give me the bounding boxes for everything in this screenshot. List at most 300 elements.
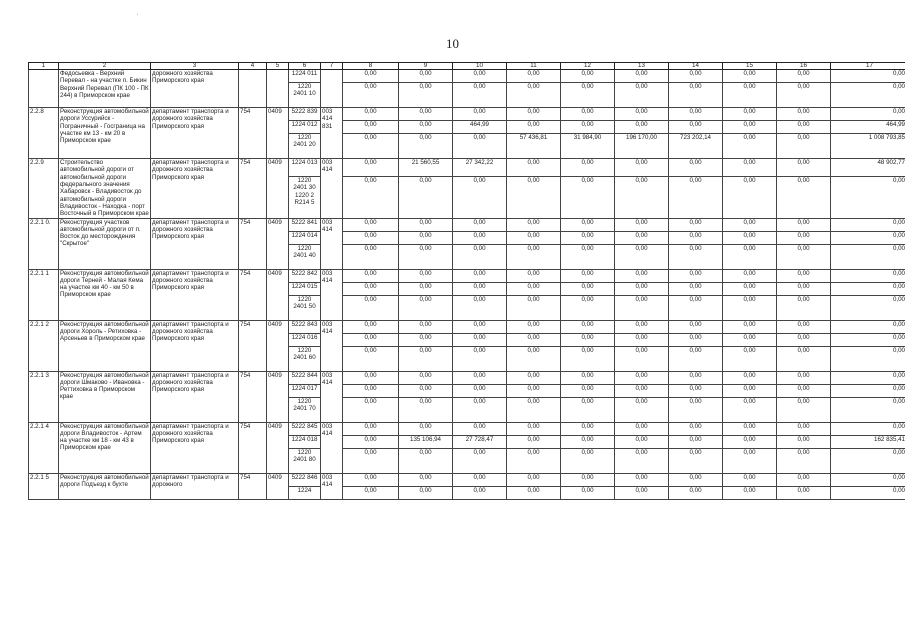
amount-cell: 0,00	[669, 435, 723, 448]
expense-type: 003 414	[321, 422, 343, 473]
amount-cell: 0,00	[453, 486, 507, 499]
amount-cell: 0,00	[343, 435, 399, 448]
amount-cell: 0,00	[777, 435, 831, 448]
csr-code: 1220 2401 40	[289, 244, 321, 269]
section-code: 0409	[267, 159, 289, 219]
amount-cell: 0,00	[723, 269, 777, 282]
amount-cell: 464,99	[831, 121, 905, 134]
activity-name: Строительство автомобильной дороги от автомобильной дороги федерального значения Хабаровск - Владивосток до автомобильной дороги Владивосток - Находка - порт Восточный в Приморском крае	[60, 159, 149, 218]
csr-code: 1220 2401 70	[289, 397, 321, 422]
amount-cell: 0,00	[453, 83, 507, 108]
amount-cell: 0,00	[615, 486, 669, 499]
amount-cell: 0,00	[615, 435, 669, 448]
amount-cell: 0,00	[399, 244, 453, 269]
amount-cell: 0,00	[615, 448, 669, 473]
amount-cell: 0,00	[615, 121, 669, 134]
amount-cell: 0,00	[831, 176, 905, 218]
budget-table	[28, 62, 905, 500]
csr-code: 1220 2401 60	[289, 346, 321, 371]
amount-cell: 0,00	[669, 121, 723, 134]
amount-cell: 0,00	[561, 176, 615, 218]
amount-cell: 0,00	[399, 346, 453, 371]
amount-cell: 0,00	[615, 320, 669, 333]
amount-cell: 0,00	[343, 176, 399, 218]
amount-cell: 0,00	[561, 371, 615, 384]
header-cell: 9	[399, 63, 453, 70]
section-code: 0409	[267, 108, 289, 159]
amount-cell: 57 436,81	[507, 134, 561, 159]
amount-cell: 0,00	[669, 295, 723, 320]
amount-cell: 0,00	[399, 218, 453, 231]
header-cell: 5	[267, 63, 289, 70]
csr-code: 1224 011	[289, 70, 321, 83]
amount-cell: 0,00	[669, 346, 723, 371]
amount-cell: 0,00	[831, 346, 905, 371]
amount-cell: 0,00	[615, 384, 669, 397]
amount-cell: 0,00	[777, 371, 831, 384]
amount-cell: 0,00	[777, 486, 831, 499]
amount-cell: 0,00	[615, 108, 669, 121]
amount-cell: 0,00	[507, 320, 561, 333]
header-cell: 4	[239, 63, 267, 70]
amount-cell: 0,00	[399, 134, 453, 159]
amount-cell: 0,00	[507, 346, 561, 371]
amount-cell: 0,00	[453, 231, 507, 244]
amount-cell: 0,00	[615, 244, 669, 269]
amount-cell: 0,00	[343, 320, 399, 333]
corner-mark: '	[137, 14, 139, 20]
amount-cell: 0,00	[615, 176, 669, 218]
amount-cell: 0,00	[399, 70, 453, 83]
header-cell: 10	[453, 63, 507, 70]
amount-cell: 0,00	[561, 295, 615, 320]
responsible-org: департамент транспорта и дорожного хозяйства Приморского края	[151, 371, 239, 422]
amount-cell: 0,00	[615, 333, 669, 346]
amount-cell: 0,00	[723, 397, 777, 422]
amount-cell: 0,00	[777, 397, 831, 422]
amount-cell: 0,00	[399, 320, 453, 333]
amount-cell: 0,00	[831, 282, 905, 295]
amount-cell: 0,00	[669, 371, 723, 384]
grbs-code: 754	[239, 159, 267, 219]
amount-cell: 0,00	[777, 83, 831, 108]
amount-cell: 0,00	[399, 83, 453, 108]
amount-cell: 464,99	[453, 121, 507, 134]
amount-cell: 0,00	[615, 422, 669, 435]
csr-code: 1220 2401 10	[289, 83, 321, 108]
responsible-org: департамент транспорта и дорожного хозяйства Приморского края	[151, 159, 239, 219]
activity-name: Реконструкция участков автомобильной дороги от п. Восток до месторождения "Скрытое"	[59, 218, 151, 269]
amount-cell: 0,00	[615, 231, 669, 244]
amount-cell: 0,00	[669, 218, 723, 231]
amount-cell: 0,00	[669, 486, 723, 499]
activity-name: Реконструкция автомобильной дороги Подъезд к бухте	[59, 473, 151, 499]
amount-cell: 0,00	[453, 134, 507, 159]
csr-code: 5222 842	[289, 269, 321, 282]
table-row	[29, 371, 905, 384]
amount-cell: 0,00	[343, 231, 399, 244]
amount-cell: 0,00	[507, 473, 561, 486]
header-row	[29, 63, 905, 70]
amount-cell: 0,00	[399, 397, 453, 422]
amount-cell: 0,00	[561, 422, 615, 435]
amount-cell: 0,00	[723, 70, 777, 83]
grbs-code: 754	[239, 422, 267, 473]
amount-cell: 196 170,00	[615, 134, 669, 159]
amount-cell: 0,00	[669, 231, 723, 244]
table-row	[29, 422, 905, 435]
amount-cell: 135 106,94	[399, 435, 453, 448]
amount-cell: 0,00	[723, 218, 777, 231]
amount-cell: 0,00	[343, 346, 399, 371]
amount-cell: 0,00	[343, 70, 399, 83]
amount-cell: 0,00	[831, 422, 905, 435]
amount-cell: 0,00	[343, 448, 399, 473]
amount-cell: 0,00	[453, 320, 507, 333]
amount-cell: 0,00	[399, 371, 453, 384]
csr-code: 1224 014	[289, 231, 321, 244]
table-row	[29, 70, 905, 83]
grbs-code	[239, 70, 267, 108]
row-number: 2.2.1 4	[29, 422, 59, 473]
amount-cell: 0,00	[723, 231, 777, 244]
amount-cell: 0,00	[831, 486, 905, 499]
header-cell: 12	[561, 63, 615, 70]
amount-cell: 0,00	[723, 295, 777, 320]
amount-cell: 0,00	[399, 333, 453, 346]
amount-cell: 0,00	[723, 473, 777, 486]
amount-cell: 0,00	[831, 218, 905, 231]
amount-cell: 0,00	[669, 384, 723, 397]
amount-cell: 0,00	[343, 134, 399, 159]
amount-cell: 0,00	[777, 159, 831, 177]
amount-cell: 0,00	[399, 448, 453, 473]
section-code: 0409	[267, 371, 289, 422]
amount-cell: 0,00	[453, 333, 507, 346]
section-code: 0409	[267, 218, 289, 269]
csr-code: 1220 2401 20	[289, 134, 321, 159]
amount-cell: 0,00	[399, 269, 453, 282]
amount-cell: 0,00	[669, 422, 723, 435]
amount-cell: 0,00	[453, 108, 507, 121]
amount-cell: 0,00	[723, 320, 777, 333]
amount-cell: 0,00	[343, 108, 399, 121]
csr-code: 1224 015	[289, 282, 321, 295]
amount-cell: 21 560,55	[399, 159, 453, 177]
amount-cell: 0,00	[669, 70, 723, 83]
csr-code: 5222 845	[289, 422, 321, 435]
amount-cell: 0,00	[615, 218, 669, 231]
amount-cell: 0,00	[777, 108, 831, 121]
amount-cell: 0,00	[453, 282, 507, 295]
amount-cell: 0,00	[561, 384, 615, 397]
responsible-org: департамент транспорта и дорожного хозяйства Приморского края	[151, 320, 239, 371]
amount-cell: 27 728,47	[453, 435, 507, 448]
grbs-code: 754	[239, 108, 267, 159]
amount-cell: 0,00	[399, 176, 453, 218]
amount-cell: 0,00	[343, 244, 399, 269]
amount-cell: 0,00	[777, 244, 831, 269]
amount-cell: 0,00	[723, 486, 777, 499]
amount-cell: 723 202,14	[669, 134, 723, 159]
amount-cell: 0,00	[453, 384, 507, 397]
amount-cell: 0,00	[561, 70, 615, 83]
amount-cell: 0,00	[777, 218, 831, 231]
amount-cell: 0,00	[669, 244, 723, 269]
section-code: 0409	[267, 473, 289, 499]
activity-name: Реконструкция автомобильной дороги Терней - Малая Кема на участке км 40 - км 50 в Приморском крае	[59, 269, 151, 320]
amount-cell: 48 902,77	[831, 159, 905, 177]
csr-code: 1224 013	[289, 159, 321, 177]
amount-cell: 0,00	[507, 282, 561, 295]
amount-cell: 0,00	[561, 448, 615, 473]
amount-cell: 0,00	[399, 108, 453, 121]
amount-cell: 0,00	[343, 422, 399, 435]
amount-cell: 0,00	[831, 108, 905, 121]
amount-cell: 0,00	[777, 473, 831, 486]
amount-cell: 0,00	[399, 384, 453, 397]
amount-cell: 0,00	[561, 486, 615, 499]
amount-cell: 0,00	[831, 397, 905, 422]
amount-cell: 0,00	[453, 371, 507, 384]
table-row	[29, 320, 905, 333]
amount-cell: 0,00	[561, 269, 615, 282]
amount-cell: 0,00	[777, 121, 831, 134]
header-cell: 15	[723, 63, 777, 70]
amount-cell: 0,00	[777, 295, 831, 320]
amount-cell: 0,00	[723, 121, 777, 134]
csr-code: 1224 016	[289, 333, 321, 346]
amount-cell: 0,00	[561, 346, 615, 371]
grbs-code: 754	[239, 269, 267, 320]
header-cell: 6	[289, 63, 321, 70]
amount-cell: 0,00	[669, 448, 723, 473]
expense-type: 003 414	[321, 218, 343, 269]
amount-cell: 0,00	[507, 83, 561, 108]
amount-cell: 0,00	[399, 422, 453, 435]
row-number: 2.2.1 2	[29, 320, 59, 371]
amount-cell: 0,00	[561, 473, 615, 486]
csr-code: 5222 844	[289, 371, 321, 384]
amount-cell: 0,00	[343, 121, 399, 134]
expense-type: 003 414	[321, 269, 343, 320]
amount-cell: 0,00	[669, 83, 723, 108]
amount-cell: 0,00	[399, 473, 453, 486]
amount-cell: 0,00	[507, 333, 561, 346]
amount-cell: 0,00	[561, 244, 615, 269]
amount-cell: 0,00	[831, 83, 905, 108]
amount-cell: 0,00	[507, 295, 561, 320]
header-cell: 2	[59, 63, 151, 70]
amount-cell: 162 835,41	[831, 435, 905, 448]
amount-cell: 27 342,22	[453, 159, 507, 177]
amount-cell: 0,00	[453, 295, 507, 320]
amount-cell: 0,00	[723, 448, 777, 473]
expense-type: 003 414	[321, 320, 343, 371]
amount-cell: 0,00	[507, 448, 561, 473]
header-cell: 11	[507, 63, 561, 70]
amount-cell: 0,00	[831, 269, 905, 282]
amount-cell: 0,00	[831, 333, 905, 346]
responsible-org: департамент транспорта и дорожного хозяйства Приморского края	[151, 269, 239, 320]
amount-cell: 0,00	[723, 134, 777, 159]
amount-cell: 0,00	[453, 448, 507, 473]
amount-cell: 0,00	[561, 333, 615, 346]
row-number: 2.2.9	[29, 159, 59, 219]
amount-cell: 0,00	[561, 231, 615, 244]
csr-code: 1220 2401 80	[289, 448, 321, 473]
amount-cell: 0,00	[507, 159, 561, 177]
amount-cell: 0,00	[507, 397, 561, 422]
amount-cell: 0,00	[777, 231, 831, 244]
amount-cell: 0,00	[777, 384, 831, 397]
amount-cell: 0,00	[453, 218, 507, 231]
amount-cell: 0,00	[777, 333, 831, 346]
row-number: 2.2.1 3	[29, 371, 59, 422]
csr-code: 1224 017	[289, 384, 321, 397]
amount-cell: 0,00	[507, 70, 561, 83]
amount-cell: 0,00	[561, 397, 615, 422]
amount-cell: 0,00	[507, 422, 561, 435]
grbs-code: 754	[239, 218, 267, 269]
amount-cell: 0,00	[723, 422, 777, 435]
row-number: 2.2.1 5	[29, 473, 59, 499]
amount-cell: 0,00	[669, 176, 723, 218]
section-code: 0409	[267, 422, 289, 473]
amount-cell: 0,00	[615, 346, 669, 371]
amount-cell: 0,00	[723, 435, 777, 448]
activity-name: Реконструкция автомобильной дороги Уссурийск - Пограничный - Госграница на участке км 13 - км 20 в Приморском крае	[59, 108, 151, 159]
amount-cell: 0,00	[777, 282, 831, 295]
amount-cell: 0,00	[399, 121, 453, 134]
amount-cell: 0,00	[723, 244, 777, 269]
amount-cell: 0,00	[723, 176, 777, 218]
page-number: 10	[446, 36, 459, 51]
grbs-code: 754	[239, 473, 267, 499]
section-code: 0409	[267, 269, 289, 320]
amount-cell: 0,00	[669, 282, 723, 295]
amount-cell: 0,00	[669, 159, 723, 177]
amount-cell: 0,00	[669, 397, 723, 422]
amount-cell: 0,00	[669, 320, 723, 333]
amount-cell: 0,00	[453, 244, 507, 269]
header-cell: 13	[615, 63, 669, 70]
responsible-org: департамент транспорта и дорожного хозяйства Приморского края	[151, 422, 239, 473]
header-cell: 3	[151, 63, 239, 70]
amount-cell: 0,00	[831, 295, 905, 320]
responsible-org: департамент транспорта и дорожного хозяйства Приморского края	[151, 108, 239, 159]
amount-cell: 0,00	[723, 384, 777, 397]
amount-cell: 0,00	[615, 269, 669, 282]
table-row	[29, 159, 905, 177]
amount-cell: 0,00	[507, 371, 561, 384]
csr-code: 1224 012	[289, 121, 321, 134]
section-code: 0409	[267, 320, 289, 371]
section-code	[267, 70, 289, 108]
activity-name: Реконструкция автомобильной дороги Владивосток - Артем на участке км 18 - км 43 в Приморском крае	[59, 422, 151, 473]
amount-cell: 0,00	[615, 397, 669, 422]
amount-cell: 0,00	[615, 70, 669, 83]
amount-cell: 0,00	[343, 295, 399, 320]
amount-cell: 31 984,90	[561, 134, 615, 159]
row-number: 2.2.1 1	[29, 269, 59, 320]
amount-cell: 0,00	[615, 83, 669, 108]
amount-cell: 0,00	[507, 108, 561, 121]
amount-cell: 0,00	[669, 269, 723, 282]
table-row	[29, 473, 905, 486]
activity-name: Реконструкция автомобильной дороги Хороль - Ретиховка - Арсеньев в Приморском крае	[59, 320, 151, 371]
amount-cell: 0,00	[399, 282, 453, 295]
expense-type: 003 414 831	[321, 108, 343, 159]
amount-cell: 0,00	[831, 320, 905, 333]
amount-cell: 0,00	[561, 159, 615, 177]
row-number	[29, 70, 59, 108]
row-number: 2.2.8	[29, 108, 59, 159]
responsible-org: дорожного хозяйства Приморского края	[151, 70, 239, 108]
amount-cell: 0,00	[507, 269, 561, 282]
amount-cell: 0,00	[831, 371, 905, 384]
expense-type: 003 414	[321, 473, 343, 499]
header-cell: 7	[321, 63, 343, 70]
amount-cell: 0,00	[343, 218, 399, 231]
amount-cell: 0,00	[777, 422, 831, 435]
header-cell: 16	[777, 63, 831, 70]
amount-cell: 0,00	[507, 384, 561, 397]
header-cell: 1	[29, 63, 59, 70]
amount-cell: 0,00	[507, 176, 561, 218]
amount-cell: 0,00	[777, 176, 831, 218]
amount-cell: 0,00	[453, 397, 507, 422]
header-cell: 14	[669, 63, 723, 70]
amount-cell: 0,00	[831, 473, 905, 486]
csr-code: 5222 841	[289, 218, 321, 231]
activity-name: Федосьевка - Верхний Перевал - на участке п. Бикин Верхний Перевал (ПК 100 - ПК 244) в Приморском крае	[59, 70, 151, 108]
expense-type: 003 414	[321, 371, 343, 422]
amount-cell: 0,00	[399, 486, 453, 499]
csr-code: 5222 839	[289, 108, 321, 121]
amount-cell: 0,00	[723, 159, 777, 177]
amount-cell: 0,00	[777, 269, 831, 282]
amount-cell: 0,00	[453, 70, 507, 83]
amount-cell: 0,00	[343, 159, 399, 177]
amount-cell: 0,00	[561, 218, 615, 231]
csr-code: 1220 2401 50	[289, 295, 321, 320]
row-number: 2.2.1 0.	[29, 218, 59, 269]
amount-cell: 0,00	[669, 333, 723, 346]
amount-cell: 0,00	[723, 346, 777, 371]
amount-cell: 0,00	[723, 108, 777, 121]
amount-cell: 0,00	[723, 371, 777, 384]
amount-cell: 0,00	[561, 320, 615, 333]
amount-cell: 0,00	[507, 244, 561, 269]
amount-cell: 0,00	[723, 83, 777, 108]
amount-cell: 0,00	[453, 269, 507, 282]
amount-cell: 0,00	[343, 269, 399, 282]
amount-cell: 0,00	[669, 473, 723, 486]
amount-cell: 0,00	[831, 448, 905, 473]
amount-cell: 0,00	[831, 384, 905, 397]
amount-cell: 0,00	[615, 295, 669, 320]
amount-cell: 0,00	[453, 176, 507, 218]
amount-cell: 0,00	[343, 397, 399, 422]
amount-cell: 0,00	[507, 121, 561, 134]
header-cell: 17	[831, 63, 905, 70]
amount-cell: 0,00	[343, 282, 399, 295]
amount-cell: 0,00	[723, 333, 777, 346]
expense-type: 003 414	[321, 159, 343, 219]
responsible-org: департамент транспорта и дорожного хозяйства Приморского края	[151, 218, 239, 269]
table-row	[29, 218, 905, 231]
